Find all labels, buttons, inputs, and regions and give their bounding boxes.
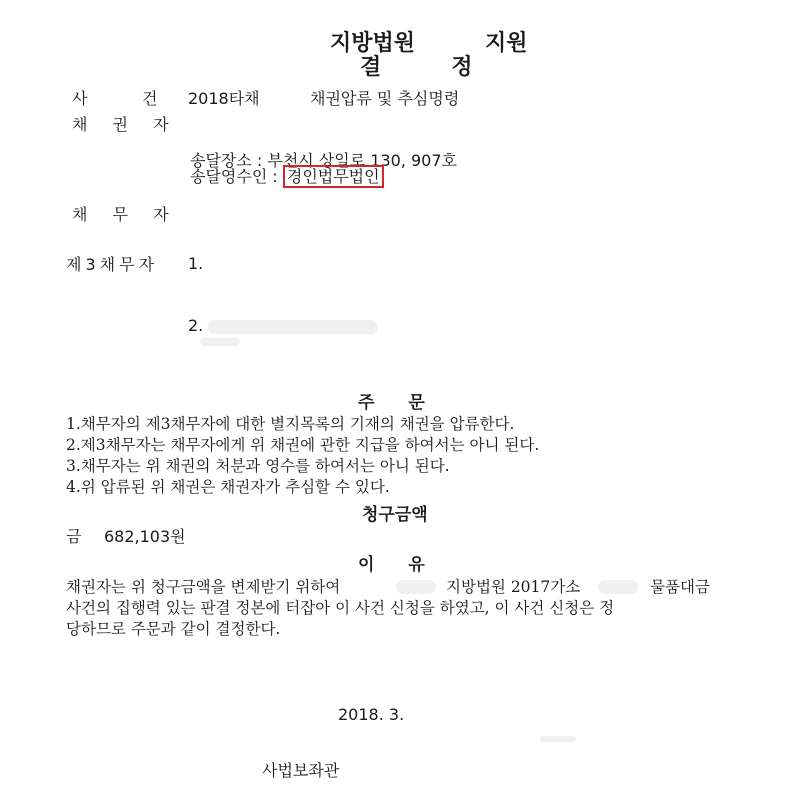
redacted-area xyxy=(540,736,576,742)
debtor-label: 채 무 자 xyxy=(72,205,179,224)
delivery-recipient-row xyxy=(190,164,384,187)
claim-amount: 682,103원 xyxy=(104,527,186,546)
redacted-area xyxy=(598,580,638,594)
document-title xyxy=(360,50,473,81)
case-label: 사 건 xyxy=(72,89,158,108)
redacted-area xyxy=(208,320,378,334)
order-line-4: 4.위 압류된 위 채권은 채권자가 추심할 수 있다. xyxy=(66,478,390,496)
claim-heading: 청구금액 xyxy=(362,505,428,525)
reason-line-1c: 물품대금 xyxy=(650,578,710,596)
case-name: 채권압류 및 추심명령 xyxy=(310,89,460,108)
reason-line-2: 사건의 집행력 있는 판결 정본에 터잡아 이 사건 신청을 하였고, 이 사건 신청은 정 xyxy=(66,599,615,617)
reason-heading: 이 유 xyxy=(358,555,439,575)
reason-line-1a: 채권자는 위 청구금액을 변제받기 위하여 xyxy=(66,578,341,596)
creditor-label: 채 권 자 xyxy=(72,115,179,134)
delivery-recipient-highlight: 경인법무법인 xyxy=(283,165,384,188)
third-debtor-item-1: 1. xyxy=(188,254,204,273)
redacted-area xyxy=(200,338,240,346)
redacted-area xyxy=(396,580,436,594)
case-number: 2018타채 xyxy=(188,89,260,108)
decision-date: 2018. 3. xyxy=(338,705,405,724)
third-debtor-item-2: 2. xyxy=(188,316,204,335)
delivery-place: 송달장소 : 부천시 상일로 130, 907호 xyxy=(190,151,458,170)
order-line-1: 1.채무자의 제3채무자에 대한 별지목록의 기재의 채권을 압류한다. xyxy=(66,415,515,433)
reason-line-1b: 지방법원 2017가소 xyxy=(446,578,581,596)
claim-prefix: 금 xyxy=(66,527,82,546)
order-line-3: 3.채무자는 위 채권의 처분과 영수를 하여서는 아니 된다. xyxy=(66,457,450,475)
third-debtor-label: 제3채무자 xyxy=(66,255,159,274)
title-left: 결 xyxy=(360,55,382,80)
order-line-2: 2.제3채무자는 채무자에게 위 채권에 관한 지급을 하여서는 아니 된다. xyxy=(66,436,540,454)
court-name-left: 지방법원 xyxy=(330,31,416,56)
order-heading: 주 문 xyxy=(358,393,439,413)
reason-line-3: 당하므로 주문과 같이 결정한다. xyxy=(66,620,281,638)
signer-title: 사법보좌관 xyxy=(262,761,340,780)
court-name-right: 지원 xyxy=(485,31,528,56)
delivery-recipient-label: 송달영수인 : xyxy=(190,167,278,186)
title-right: 정 xyxy=(451,55,473,80)
